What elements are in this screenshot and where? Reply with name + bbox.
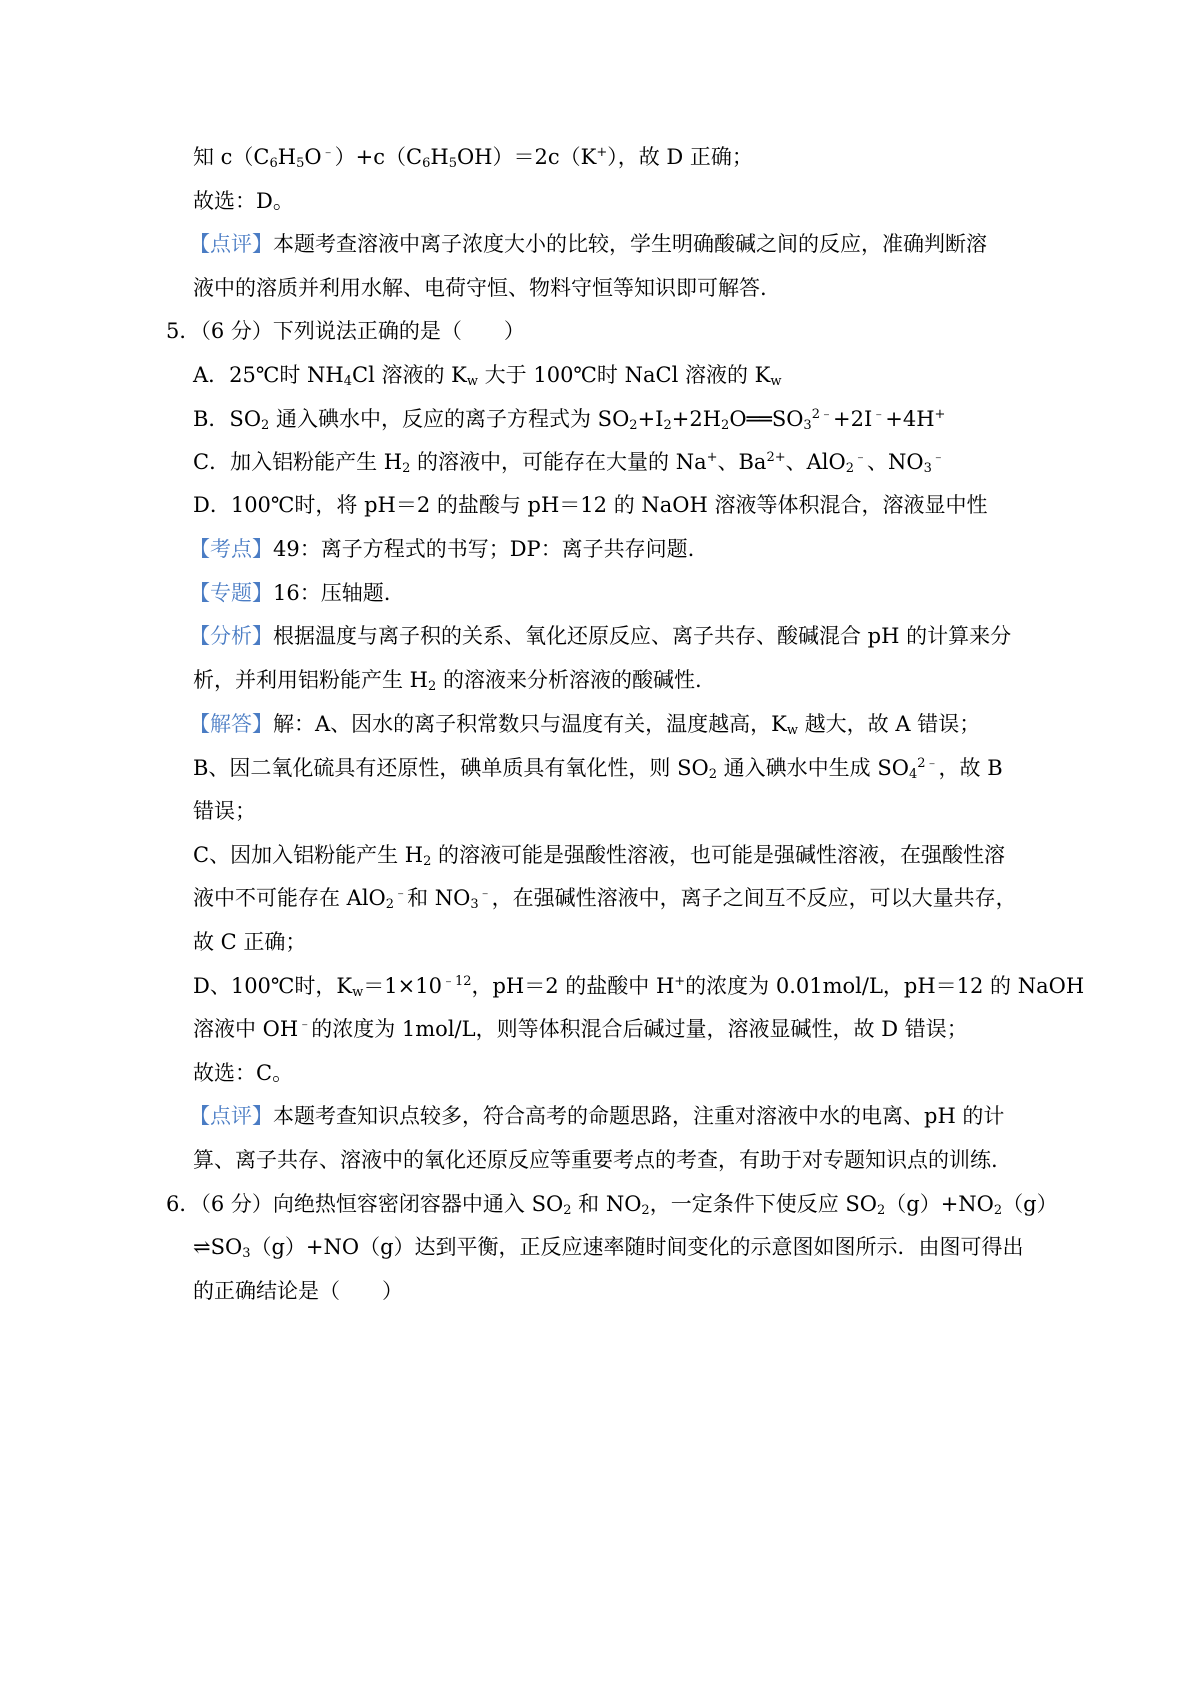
q5-zhuanti: 【专题】16：压轴题. [189, 581, 391, 605]
q6-stem-line1: 6．（6 分）向绝热恒容密闭容器中通入 $SO_2$ 和 $NO_2$，一定条件下使反应 $SO_2(g)+NO_2(g)$ [166, 1192, 1058, 1218]
prev-answer: 故选：D。 [193, 189, 294, 213]
q5-option-b: B．$SO_2$ 通入碘水中，反应的离子方程式为 $SO_2+I_2+2H_2O══SO_3^{2﹣}+2I^﹣+4H^+$ [193, 407, 946, 433]
q5-jieda-line8: 溶液中 OH﹣的浓度为 1mol/L，则等体积混合后碱过量，溶液显碱性，故 D 错误； [193, 1017, 968, 1041]
comment-tag: 【点评】 [189, 1104, 273, 1128]
q5-jieda-line3: 错误； [193, 799, 256, 823]
q5-option-a: A．25℃时 $NH_4Cl$ 溶液的 $K_w$ 大于 100℃时 NaCl 溶液的 $K_w$ [193, 363, 782, 389]
q5-jieda-line1: 【解答】解：A、因水的离子积常数只与温度有关，温度越高，$K_w$ 越大，故 A 错误； [189, 712, 981, 738]
q5-comment-line2: 算、离子共存、溶液中的氧化还原反应等重要考点的考查，有助于对专题知识点的训练. [193, 1148, 998, 1172]
jieda-tag: 【解答】 [189, 712, 273, 736]
prev-comment-line2: 液中的溶质并利用水解、电荷守恒、物料守恒等知识即可解答. [193, 276, 767, 300]
q5-answer: 故选：C。 [193, 1061, 294, 1085]
q5-stem: 5．（6 分）下列说法正确的是（ ） [166, 319, 525, 343]
q5-jieda-line6: 故 C 正确； [193, 930, 307, 954]
q5-comment-line1: 【点评】本题考查知识点较多，符合高考的命题思路，注重对溶液中水的电离、pH 的计 [189, 1104, 1005, 1128]
q5-fenxi-line1: 【分析】根据温度与离子积的关系、氧化还原反应、离子共存、酸碱混合 pH 的计算来分 [189, 624, 1012, 648]
q5-option-c: C．加入铝粉能产生 $H_2$ 的溶液中，可能存在大量的 Na+、$Ba^{2+}$、AlO$_2$﹣、$NO_3^﹣$ [193, 450, 945, 476]
q6-stem-line2: $\rightleftharpoons SO_3(g)+NO(g)$达到平衡，正反应速率随时间变化的示意图如图所示．由图可得出 [193, 1235, 1024, 1261]
kaodian-tag: 【考点】 [189, 537, 273, 561]
q5-kaodian: 【考点】49：离子方程式的书写；DP：离子共存问题. [189, 537, 695, 561]
q5-jieda-line5: 液中不可能存在 AlO$_2$﹣和 $NO_3^﹣$，在强碱性溶液中，离子之间互不反应，可以大量共存， [193, 886, 1017, 912]
q5-option-d: D．100℃时，将 pH＝2 的盐酸与 pH＝12 的 NaOH 溶液等体积混合，溶液显中性 [193, 493, 988, 517]
q5-fenxi-line2: 析，并利用铝粉能产生 $H_2$ 的溶液来分析溶液的酸碱性. [193, 668, 702, 694]
q5-jieda-line7: D、100℃时，$K_w=1\times 10^{﹣12}$，pH＝2 的盐酸中 H+的浓度为 0.01mol/L，pH＝12 的 NaOH [193, 974, 1085, 1000]
zhuanti-tag: 【专题】 [189, 581, 273, 605]
q6-stem-line3: 的正确结论是（ ） [193, 1279, 403, 1303]
q5-jieda-line2: B、因二氧化硫具有还原性，碘单质具有氧化性，则 $SO_2$ 通入碘水中生成 $SO_4^{2﹣}$，故 B [193, 756, 1003, 782]
comment-tag: 【点评】 [189, 232, 273, 256]
prev-comment-line1: 【点评】本题考查溶液中离子浓度大小的比较，学生明确酸碱之间的反应，准确判断溶 [189, 232, 987, 256]
prev-conclusion-line: 知 $c(C_6H_5O^﹣)+c(C_6H_5OH)=2c(K^+)$，故 D 正确； [193, 145, 753, 171]
fenxi-tag: 【分析】 [189, 624, 273, 648]
q5-jieda-line4: C、因加入铝粉能产生 $H_2$ 的溶液可能是强酸性溶液，也可能是强碱性溶液，在强酸性溶 [193, 843, 1006, 869]
